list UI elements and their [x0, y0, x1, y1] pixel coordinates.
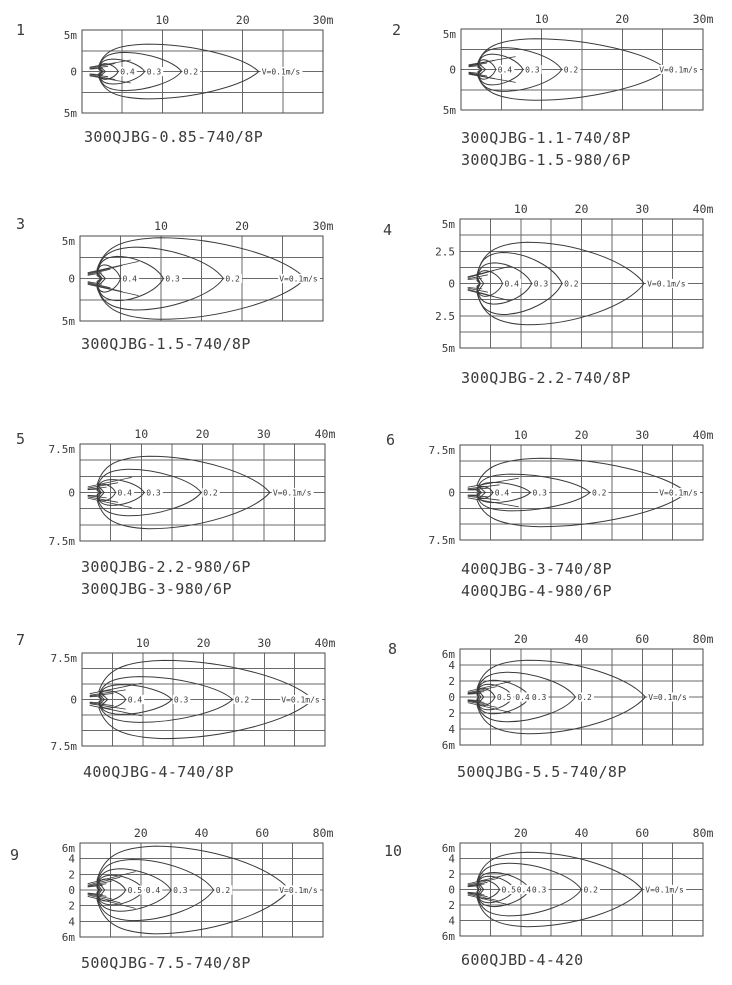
y-axis-label: 0: [448, 486, 455, 500]
contour-label: 0.3: [532, 488, 547, 498]
contour-label: V=0.1m/s: [261, 67, 301, 77]
contour-label: 0.4: [516, 885, 532, 895]
contour-label: 0.2: [183, 67, 199, 77]
chart-caption: 300QJBG-0.85-740/8P: [84, 128, 264, 146]
chart-caption: 400QJBG-3-740/8P: [461, 560, 612, 578]
contour-label: 0.3: [525, 65, 540, 75]
x-tick-label: 20: [513, 632, 528, 646]
x-tick-label: 20: [235, 13, 250, 27]
x-tick-label: 20: [195, 427, 210, 441]
x-tick-label: 30m: [312, 219, 334, 233]
y-axis-label: 4: [68, 915, 75, 929]
x-tick-label: 80m: [312, 826, 334, 840]
y-axis-label: 4: [448, 723, 455, 736]
jet-tail-line: [90, 76, 131, 83]
y-axis-label: 5m: [63, 29, 77, 42]
contour-label: 0.4: [120, 67, 135, 77]
contour-label: 0.2: [215, 886, 231, 895]
y-axis-label: 2: [68, 899, 75, 913]
x-tick-label: 30: [635, 202, 650, 216]
x-tick-label: 40: [194, 826, 209, 840]
contour-label: 0.5: [496, 693, 512, 702]
y-axis-label: 0: [70, 65, 77, 79]
x-tick-label: 20: [196, 636, 211, 650]
chart-canvas: [27, 6, 363, 125]
chart-canvas: [25, 819, 363, 949]
y-axis-label: 2: [448, 868, 455, 881]
y-axis-label: 7.5m: [428, 444, 455, 457]
chart-number: 9: [10, 846, 20, 864]
chart-canvas: [405, 819, 732, 948]
jet-tail-line: [88, 284, 139, 295]
contour-label: 0.3: [146, 488, 161, 498]
chart-caption: 300QJBG-1.5-980/6P: [461, 151, 631, 169]
contour-label: V=0.1m/s: [645, 885, 684, 895]
x-tick-label: 10: [155, 13, 170, 27]
contour-label: 0.5: [127, 886, 143, 895]
contour-label: V=0.1m/s: [279, 886, 318, 895]
y-axis-label: 2: [448, 675, 455, 688]
jet-tail-line: [88, 498, 132, 508]
contour-label: 0.2: [564, 279, 579, 289]
y-axis-label: 2.5: [435, 309, 455, 323]
chart-caption: 400QJBG-4-980/6P: [461, 582, 612, 600]
contour-label: 0.4: [145, 886, 161, 895]
contour-label: 0.4: [122, 274, 137, 284]
y-axis-label: 6m: [441, 739, 455, 752]
contour-label: 0.2: [577, 693, 592, 702]
chart-caption: 400QJBG-4-740/8P: [83, 763, 234, 781]
y-axis-label: 4: [448, 852, 455, 866]
x-tick-label: 40: [574, 826, 589, 840]
y-axis-label: 7.5m: [428, 534, 455, 547]
x-tick-label: 10: [134, 427, 149, 441]
x-tick-label: 10: [154, 219, 168, 233]
contour-label: V=0.1m/s: [648, 693, 687, 702]
contour-label: V=0.1m/s: [659, 65, 698, 75]
contour-label: 0.2: [592, 488, 607, 498]
chart-canvas: [405, 421, 732, 552]
x-tick-label: 20: [513, 826, 528, 840]
contour-label: 0.2: [583, 885, 598, 895]
y-axis-label: 5m: [441, 218, 455, 231]
x-tick-label: 20: [615, 12, 630, 26]
x-tick-label: 40: [574, 632, 589, 646]
contour-label: 0.3: [533, 279, 549, 289]
jet-tail-line: [88, 261, 139, 272]
chart-number: 3: [16, 215, 26, 233]
x-tick-label: 40m: [692, 428, 714, 442]
y-axis-label: 2: [448, 899, 455, 912]
y-axis-label: 6m: [61, 931, 75, 944]
contour-label: 0.2: [563, 65, 579, 75]
y-axis-label: 7.5m: [50, 740, 77, 753]
y-axis-label: 0: [70, 693, 77, 707]
x-tick-label: 30: [256, 427, 271, 441]
contour-label: 0.4: [117, 488, 132, 498]
chart-canvas: [25, 212, 363, 333]
chart-number: 6: [386, 431, 396, 449]
jet-tail-line: [88, 896, 136, 908]
x-tick-label: 30: [257, 636, 272, 650]
x-tick-label: 80m: [692, 632, 714, 646]
y-axis-label: 5m: [61, 315, 75, 328]
y-axis-label: 7.5m: [50, 652, 77, 665]
x-tick-label: 20: [574, 428, 589, 442]
y-axis-label: 0: [68, 272, 75, 286]
y-axis-label: 6m: [61, 842, 75, 855]
x-tick-label: 10: [135, 636, 150, 650]
y-axis-label: 7.5m: [48, 443, 75, 456]
x-tick-label: 10: [513, 202, 528, 216]
y-axis-label: 6m: [441, 842, 455, 855]
chart-number: 7: [16, 631, 26, 649]
y-axis-label: 5m: [441, 342, 455, 355]
chart-canvas: [27, 629, 365, 758]
contour-label: V=0.1m/s: [281, 695, 320, 705]
jet-tail-line: [468, 874, 510, 884]
contour-label: 0.2: [203, 488, 218, 498]
contour-label: 0.3: [531, 693, 547, 702]
chart-caption: 500QJBG-7.5-740/8P: [81, 954, 251, 972]
contour-label: 0.3: [165, 274, 180, 284]
chart-caption: 300QJBG-3-980/6P: [81, 580, 232, 598]
y-axis-label: 5m: [442, 104, 456, 117]
contour-label: 0.2: [234, 695, 250, 705]
y-axis-label: 6m: [441, 648, 455, 661]
chart-number: 5: [16, 430, 26, 448]
x-tick-label: 20: [133, 826, 148, 840]
y-axis-label: 5m: [442, 28, 456, 41]
contour-label: 0.3: [173, 695, 189, 705]
contour-label: 0.2: [225, 274, 240, 284]
chart-canvas: [405, 625, 732, 757]
x-tick-label: 30m: [692, 12, 714, 26]
chart-caption: 300QJBG-1.1-740/8P: [461, 129, 631, 147]
y-axis-label: 0: [449, 63, 456, 77]
chart-caption: 300QJBG-2.2-740/8P: [461, 369, 631, 387]
x-tick-label: 40m: [692, 202, 714, 216]
y-axis-label: 0: [68, 884, 75, 897]
y-axis-label: 4: [448, 659, 455, 672]
x-tick-label: 60: [635, 826, 650, 840]
chart-canvas: [25, 420, 365, 553]
jet-tail-line: [468, 895, 510, 905]
y-axis-label: 4: [68, 852, 75, 866]
y-axis-label: 4: [448, 914, 455, 928]
contour-label: 0.3: [531, 885, 547, 895]
y-axis-label: 6m: [441, 930, 455, 943]
contour-label: 0.4: [494, 488, 510, 498]
x-tick-label: 20: [574, 202, 589, 216]
x-tick-label: 20: [235, 219, 249, 233]
jet-tail-line: [90, 60, 131, 67]
contour-label: V=0.1m/s: [279, 274, 318, 284]
y-axis-label: 2: [68, 868, 75, 882]
contour-label: 0.4: [515, 693, 530, 702]
y-axis-label: 0: [448, 691, 455, 704]
contour-label: 0.4: [504, 279, 519, 289]
x-tick-label: 10: [534, 12, 549, 26]
y-axis-label: 5m: [63, 107, 77, 120]
y-axis-label: 2: [448, 707, 455, 720]
jet-tail-line: [88, 872, 136, 884]
contour-label: V=0.1m/s: [659, 488, 698, 498]
contour-label: 0.3: [173, 886, 188, 895]
contour-label: 0.3: [146, 67, 162, 77]
x-tick-label: 30m: [312, 13, 334, 27]
chart-caption: 300QJBG-2.2-980/6P: [81, 558, 251, 576]
chart-canvas: [406, 5, 732, 122]
contour-label: 0.4: [127, 695, 143, 705]
y-axis-label: 7.5m: [48, 535, 75, 548]
chart-number: 1: [16, 21, 26, 39]
x-tick-label: 40m: [314, 636, 336, 650]
contour-label: 0.5: [501, 885, 516, 895]
y-axis-label: 0: [448, 277, 455, 291]
chart-canvas: [405, 195, 732, 360]
y-axis-label: 0: [68, 486, 75, 500]
jet-tail-line: [88, 477, 132, 487]
y-axis-label: 0: [448, 883, 455, 897]
x-tick-label: 80m: [692, 826, 714, 840]
x-tick-label: 60: [635, 632, 650, 646]
x-tick-label: 30: [635, 428, 650, 442]
chart-number: 4: [383, 221, 393, 239]
contour-label: V=0.1m/s: [647, 279, 686, 289]
contour-label: V=0.1m/s: [272, 488, 312, 498]
y-axis-label: 2.5: [435, 245, 455, 259]
chart-caption: 600QJBD-4-420: [461, 951, 584, 969]
x-tick-label: 10: [513, 428, 528, 442]
contour-label: 0.4: [497, 65, 513, 75]
x-tick-label: 60: [255, 826, 270, 840]
chart-caption: 300QJBG-1.5-740/8P: [81, 335, 251, 353]
chart-number: 2: [392, 21, 402, 39]
x-tick-label: 40m: [314, 427, 336, 441]
chart-caption: 500QJBG-5.5-740/8P: [457, 763, 627, 781]
chart-number: 8: [388, 640, 398, 658]
chart-number: 10: [384, 842, 403, 860]
y-axis-label: 5m: [61, 235, 75, 248]
